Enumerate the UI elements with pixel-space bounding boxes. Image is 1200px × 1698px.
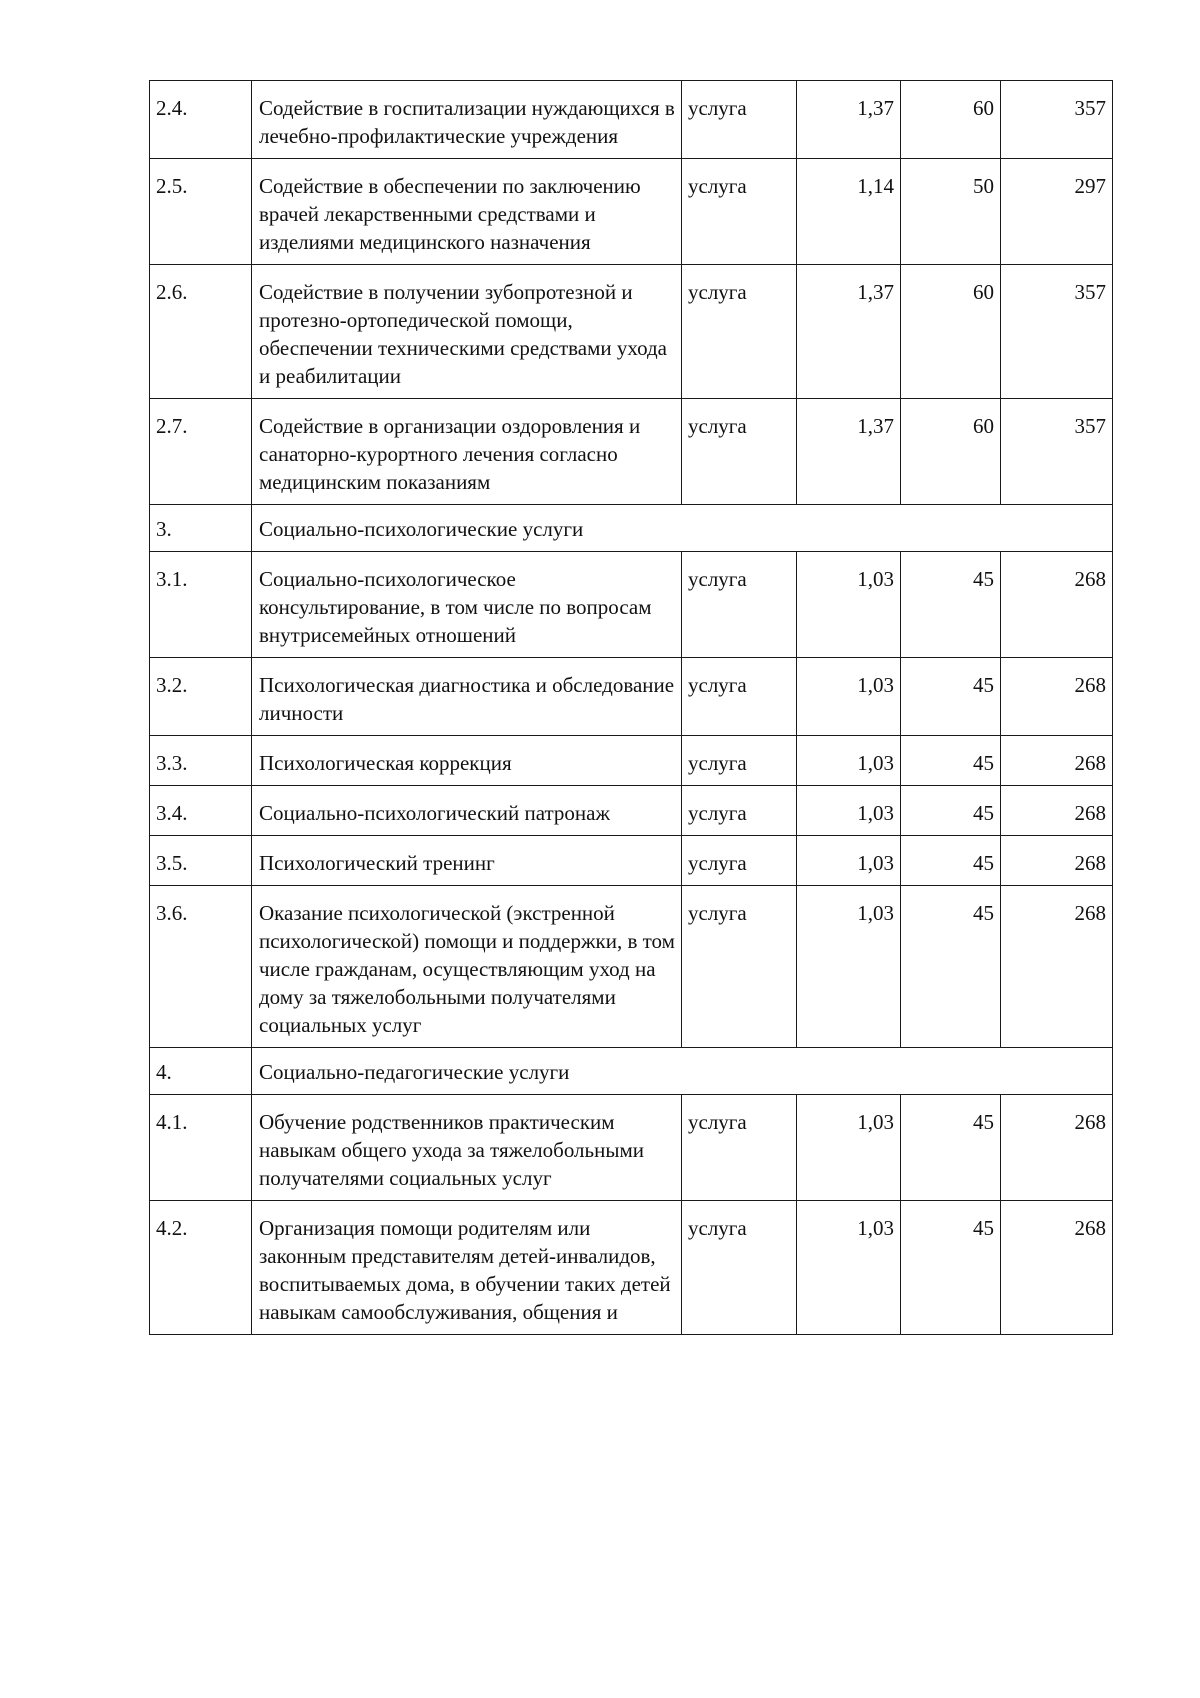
service-name: Содействие в получении зубопротезной и протезно-ортопедической помощи, обеспечении техническими средствами ухода и реабилитации (252, 265, 682, 399)
section-code: 4. (150, 1048, 252, 1095)
service-code: 3.6. (150, 886, 252, 1048)
table-row (150, 552, 1113, 658)
service-price: 268 (1001, 786, 1113, 836)
table-row (150, 1201, 1113, 1335)
service-coefficient: 1,03 (797, 786, 901, 836)
service-unit: услуга (682, 552, 797, 658)
table-row (150, 786, 1113, 836)
service-name: Социально-психологический патронаж (252, 786, 682, 836)
service-price: 268 (1001, 1201, 1113, 1335)
service-time: 45 (901, 658, 1001, 736)
service-coefficient: 1,03 (797, 552, 901, 658)
service-unit: услуга (682, 836, 797, 886)
service-price: 268 (1001, 658, 1113, 736)
service-time: 45 (901, 552, 1001, 658)
service-price: 268 (1001, 836, 1113, 886)
service-name: Организация помощи родителям или законным представителям детей-инвалидов, воспитываемых дома, в обучении таких детей навыкам самообслуживания, общения и (252, 1201, 682, 1335)
service-time: 45 (901, 736, 1001, 786)
service-code: 3.2. (150, 658, 252, 736)
service-price: 268 (1001, 886, 1113, 1048)
section-row (150, 1048, 1113, 1095)
service-time: 60 (901, 399, 1001, 505)
table-row (150, 265, 1113, 399)
table-row (150, 1095, 1113, 1201)
service-price: 268 (1001, 736, 1113, 786)
service-time: 45 (901, 1201, 1001, 1335)
service-unit: услуга (682, 265, 797, 399)
section-code: 3. (150, 505, 252, 552)
service-name: Содействие в обеспечении по заключению врачей лекарственными средствами и изделиями медицинского назначения (252, 159, 682, 265)
service-unit: услуга (682, 81, 797, 159)
service-name: Содействие в организации оздоровления и санаторно-курортного лечения согласно медицинским показаниям (252, 399, 682, 505)
services-table (149, 80, 1113, 1335)
service-name: Оказание психологической (экстренной психологической) помощи и поддержки, в том числе гражданам, осуществляющим уход на дому за тяжелобольными получателями социальных услуг (252, 886, 682, 1048)
service-code: 2.6. (150, 265, 252, 399)
service-time: 60 (901, 81, 1001, 159)
service-unit: услуга (682, 658, 797, 736)
service-name: Содействие в госпитализации нуждающихся в лечебно-профилактические учреждения (252, 81, 682, 159)
service-coefficient: 1,03 (797, 658, 901, 736)
service-code: 2.5. (150, 159, 252, 265)
service-unit: услуга (682, 736, 797, 786)
services-table-body (150, 81, 1113, 1335)
service-price: 268 (1001, 1095, 1113, 1201)
service-price: 297 (1001, 159, 1113, 265)
service-coefficient: 1,37 (797, 399, 901, 505)
service-time: 60 (901, 265, 1001, 399)
service-name: Психологический тренинг (252, 836, 682, 886)
table-row (150, 886, 1113, 1048)
service-time: 50 (901, 159, 1001, 265)
table-row (150, 736, 1113, 786)
service-price: 268 (1001, 552, 1113, 658)
service-price: 357 (1001, 81, 1113, 159)
service-code: 4.1. (150, 1095, 252, 1201)
service-coefficient: 1,03 (797, 886, 901, 1048)
service-coefficient: 1,03 (797, 836, 901, 886)
service-unit: услуга (682, 886, 797, 1048)
service-unit: услуга (682, 399, 797, 505)
service-code: 2.4. (150, 81, 252, 159)
section-title: Социально-педагогические услуги (252, 1048, 1113, 1095)
service-unit: услуга (682, 1095, 797, 1201)
service-unit: услуга (682, 786, 797, 836)
service-price: 357 (1001, 265, 1113, 399)
service-code: 3.1. (150, 552, 252, 658)
service-code: 2.7. (150, 399, 252, 505)
service-time: 45 (901, 1095, 1001, 1201)
service-coefficient: 1,37 (797, 265, 901, 399)
service-code: 3.5. (150, 836, 252, 886)
service-coefficient: 1,37 (797, 81, 901, 159)
service-time: 45 (901, 786, 1001, 836)
service-code: 4.2. (150, 1201, 252, 1335)
service-name: Социально-психологическое консультирование, в том числе по вопросам внутрисемейных отношений (252, 552, 682, 658)
service-coefficient: 1,03 (797, 736, 901, 786)
table-row (150, 159, 1113, 265)
section-title: Социально-психологические услуги (252, 505, 1113, 552)
service-coefficient: 1,14 (797, 159, 901, 265)
service-name: Психологическая коррекция (252, 736, 682, 786)
service-name: Психологическая диагностика и обследование личности (252, 658, 682, 736)
service-coefficient: 1,03 (797, 1095, 901, 1201)
table-row (150, 836, 1113, 886)
section-row (150, 505, 1113, 552)
table-row (150, 81, 1113, 159)
service-code: 3.3. (150, 736, 252, 786)
service-code: 3.4. (150, 786, 252, 836)
table-row (150, 658, 1113, 736)
service-coefficient: 1,03 (797, 1201, 901, 1335)
service-time: 45 (901, 836, 1001, 886)
service-price: 357 (1001, 399, 1113, 505)
table-row (150, 399, 1113, 505)
service-name: Обучение родственников практическим навыкам общего ухода за тяжелобольными получателями социальных услуг (252, 1095, 682, 1201)
service-time: 45 (901, 886, 1001, 1048)
service-unit: услуга (682, 1201, 797, 1335)
service-unit: услуга (682, 159, 797, 265)
